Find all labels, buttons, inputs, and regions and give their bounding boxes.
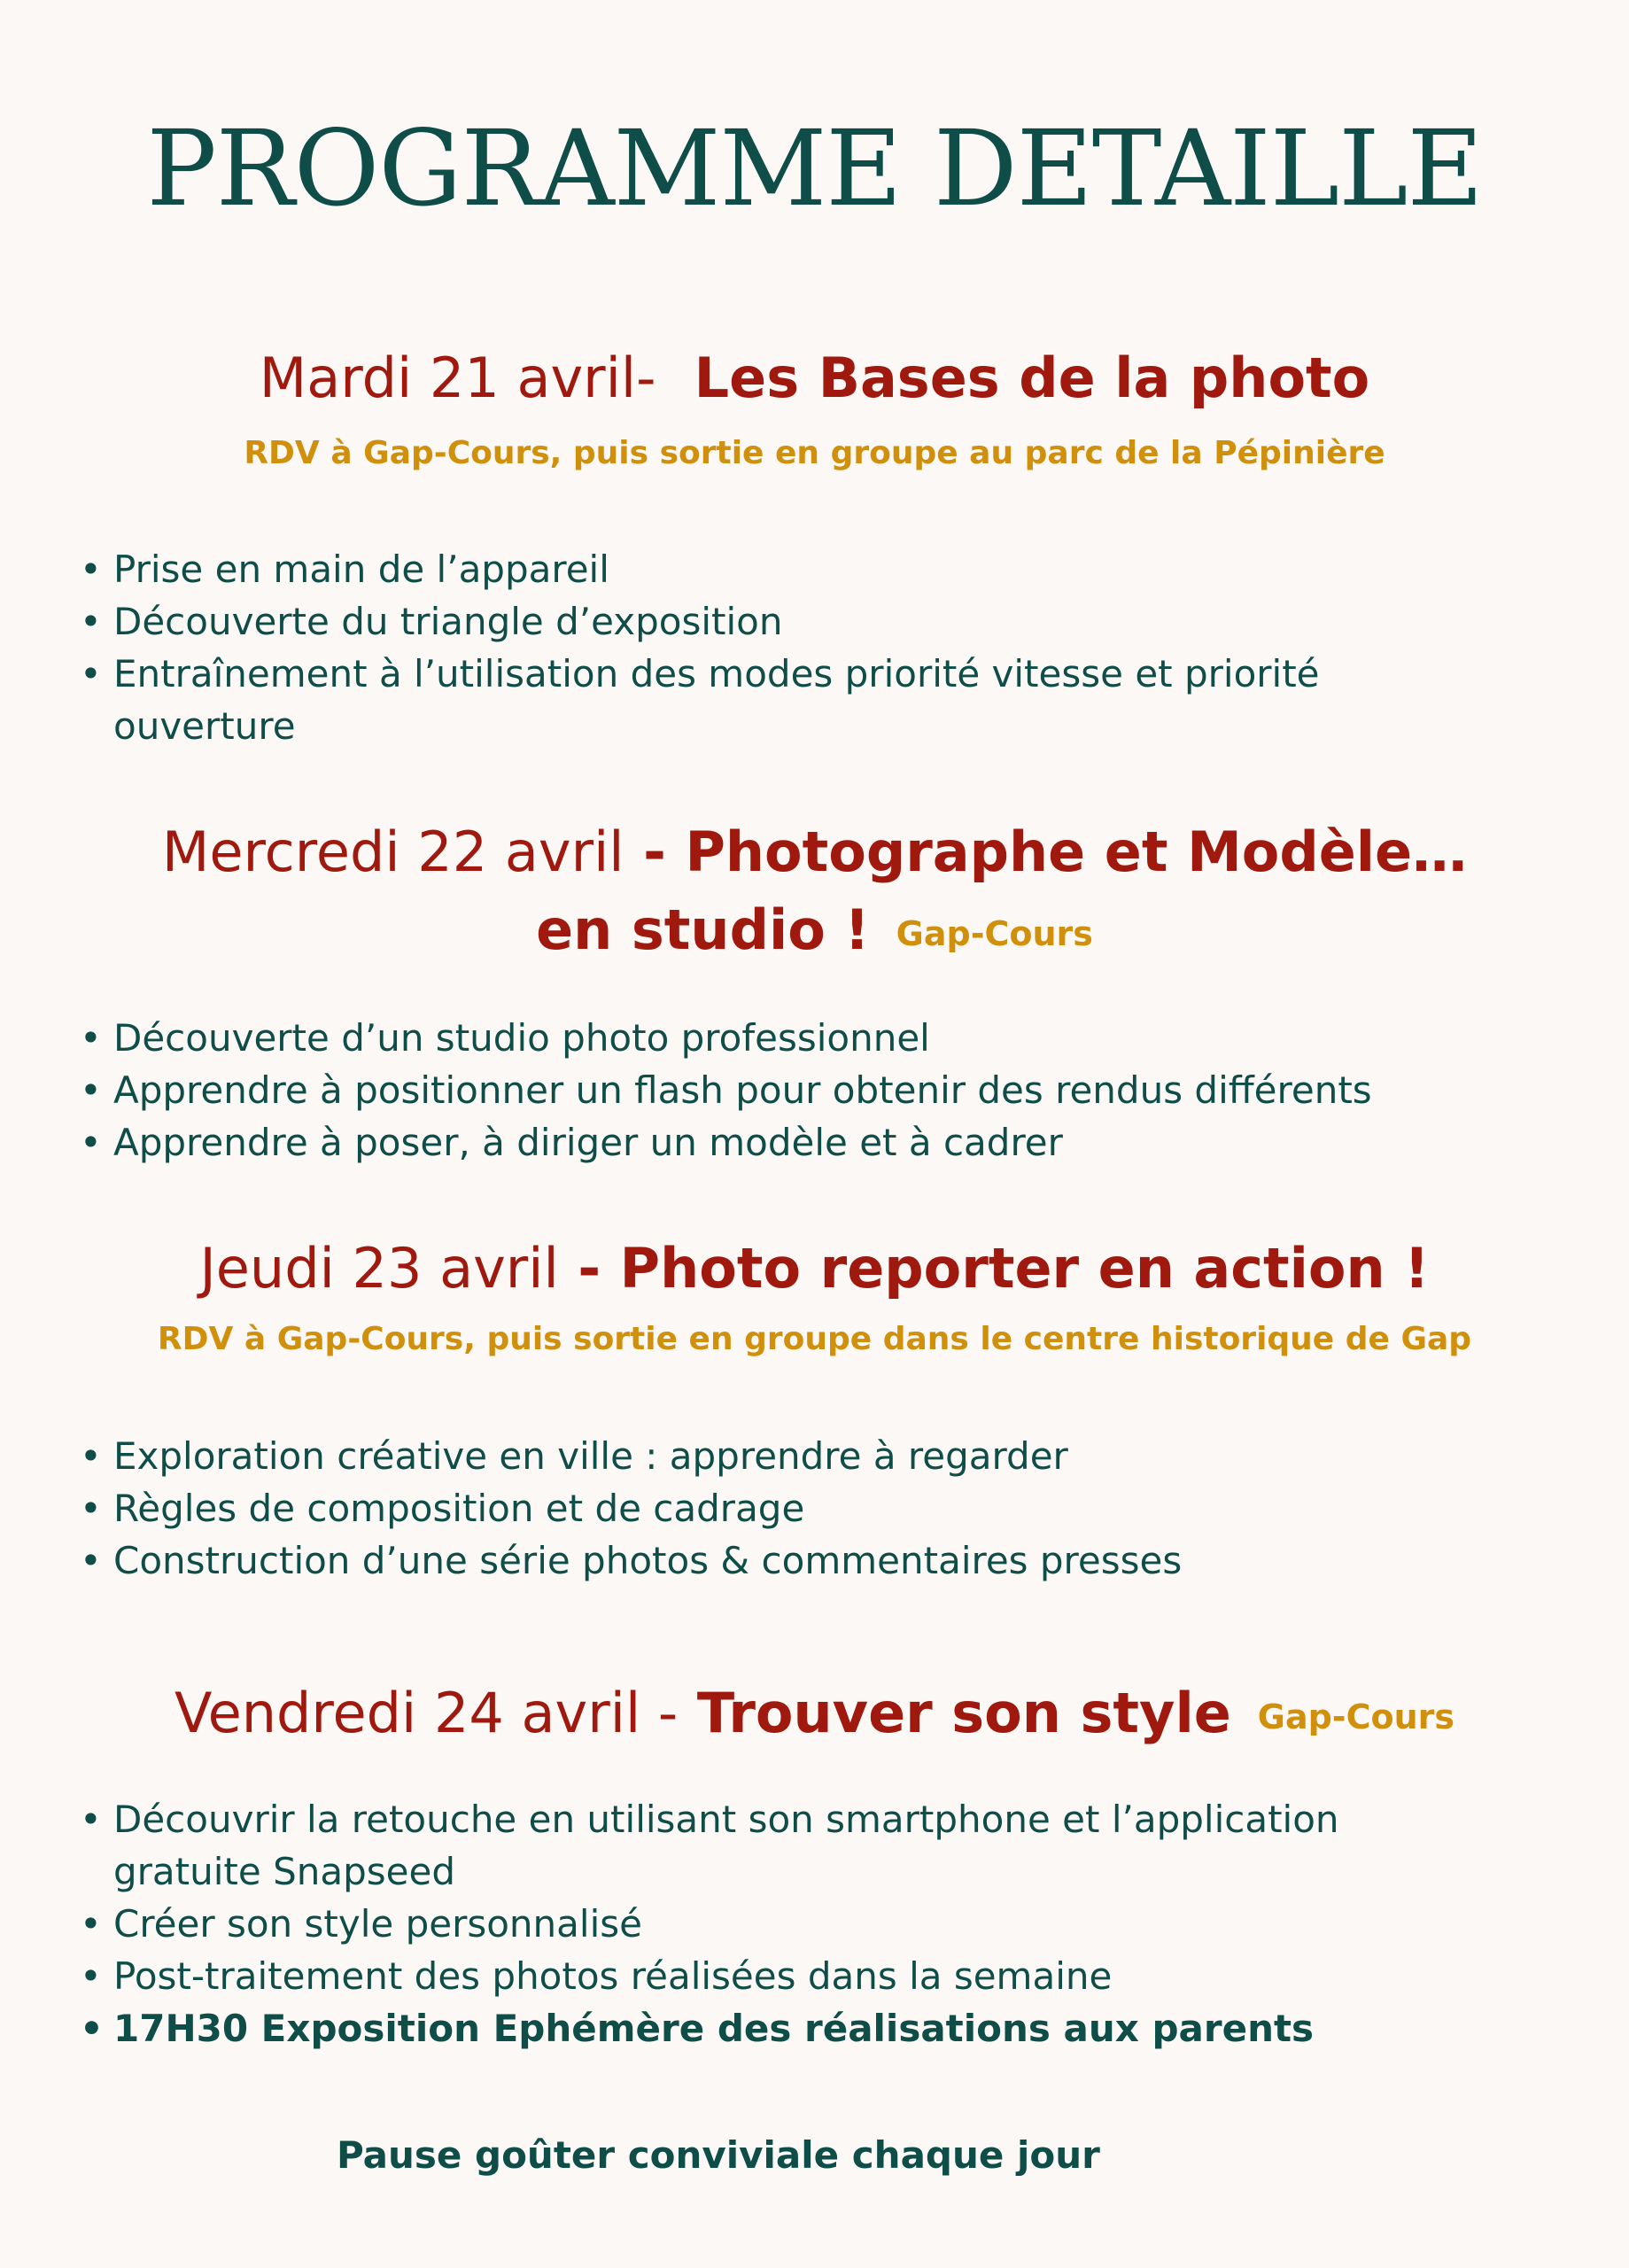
- list-item: • Apprendre à poser, à diriger un modèle et à cadrer: [78, 1116, 1566, 1169]
- day-3-date: Jeudi 23 avril: [199, 1236, 559, 1301]
- day-4-topic: Trouver son style: [696, 1681, 1231, 1745]
- day-3-bullets: [78, 1430, 1566, 1587]
- list-item: • Découverte d’un studio photo professionnel: [78, 1012, 1566, 1064]
- list-item-highlight: • 17H30 Exposition Ephémère des réalisations aux parents: [78, 2002, 1566, 2054]
- day-4-bullets: [78, 1793, 1566, 2054]
- list-item: • Règles de composition et de cadrage: [78, 1482, 1566, 1534]
- day-4-heading: [0, 1676, 1629, 1754]
- day-3-heading: [0, 1231, 1629, 1306]
- day-1-bullets: [78, 543, 1566, 752]
- day-2-topic-continued: en studio !: [536, 897, 870, 962]
- day-1-topic: Les Bases de la photo: [694, 346, 1370, 410]
- day-3-location: RDV à Gap-Cours, puis sortie en groupe dans le centre historique de Gap: [157, 1321, 1472, 1357]
- list-item: • Apprendre à positionner un flash pour obtenir des rendus différents: [78, 1064, 1566, 1116]
- list-item: • Post-traitement des photos réalisées dans la semaine: [78, 1950, 1566, 2002]
- list-item: • Exploration créative en ville : apprendre à regarder: [78, 1430, 1566, 1482]
- day-2-date: Mercredi 22 avril: [161, 819, 624, 884]
- day-4-date: Vendredi 24 avril -: [175, 1681, 679, 1745]
- list-item: • Entraînement à l’utilisation des modes priorité vitesse et priorité: [78, 648, 1566, 700]
- day-1-heading: [0, 341, 1629, 416]
- day-2-bullets: [78, 1012, 1566, 1169]
- day-3-topic: - Photo reporter en action !: [578, 1236, 1430, 1301]
- day-1-location: RDV à Gap-Cours, puis sortie en groupe au parc de la Pépinière: [244, 435, 1385, 471]
- day-2-heading-line2: [0, 893, 1629, 971]
- footer-note: Pause goûter conviviale chaque jour: [337, 2133, 1100, 2177]
- day-1-date: Mardi 21 avril-: [259, 346, 656, 410]
- list-item: • Construction d’une série photos & commentaires presses: [78, 1534, 1566, 1587]
- day-2-location: Gap-Cours: [896, 913, 1093, 953]
- day-2-heading: [0, 815, 1629, 889]
- list-item: • Découvrir la retouche en utilisant son smartphone et l’application: [78, 1793, 1566, 1845]
- page-title: PROGRAMME DETAILLE: [146, 107, 1483, 229]
- list-item: • Créer son style personnalisé: [78, 1898, 1566, 1950]
- day-4-location: Gap-Cours: [1257, 1697, 1454, 1736]
- list-item: • Prise en main de l’appareil: [78, 543, 1566, 595]
- list-item-continuation: ouverture: [113, 704, 296, 748]
- list-item-continuation: gratuite Snapseed: [113, 1850, 455, 1893]
- day-2-topic: - Photographe et Modèle…: [643, 819, 1468, 884]
- list-item: • Découverte du triangle d’exposition: [78, 595, 1566, 648]
